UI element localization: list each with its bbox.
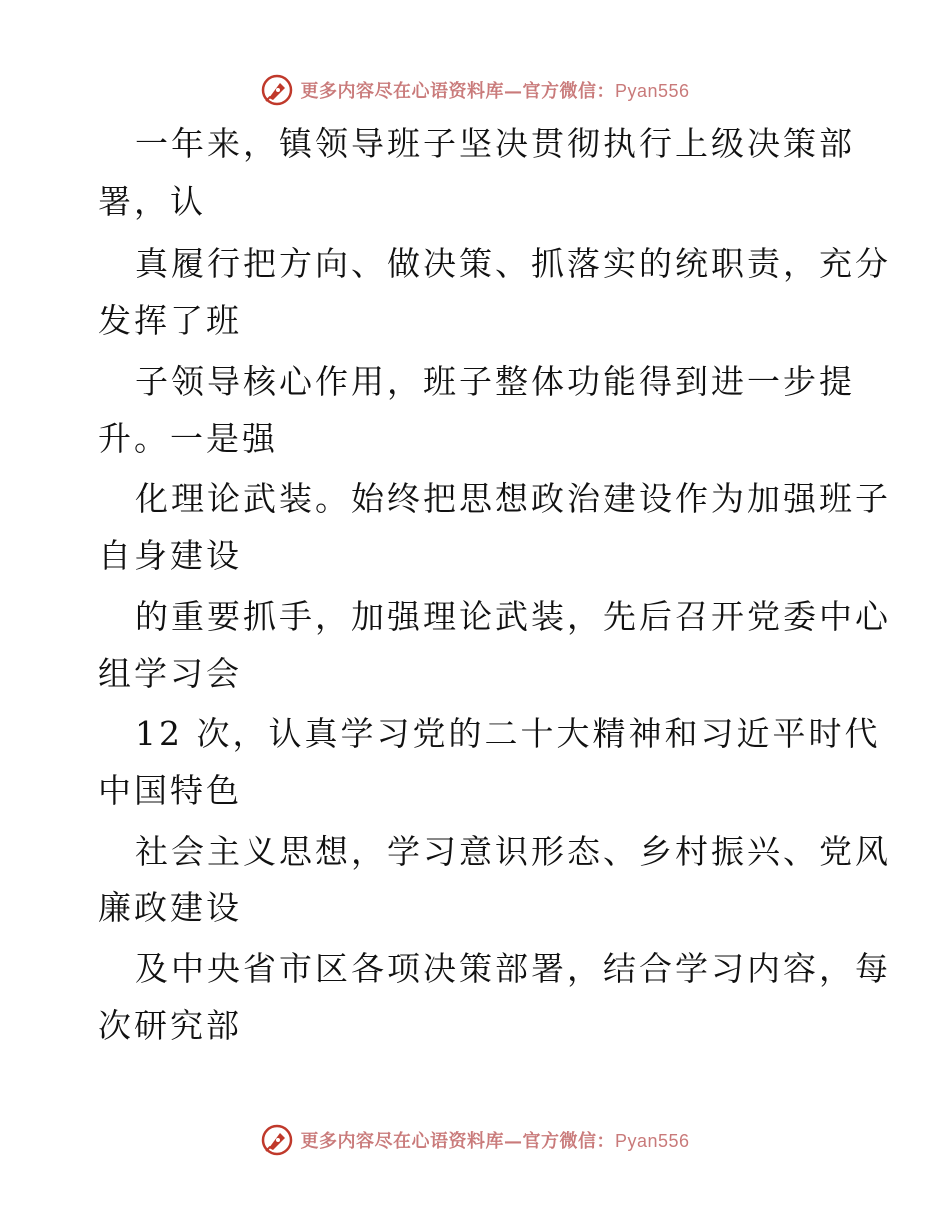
watermark-text <box>300 77 689 103</box>
text-line: 的重要抓手，加强理论武装，先后召开党委中心 <box>135 597 891 636</box>
watermark-text-en: Pyan556 <box>614 1131 690 1151</box>
text-line: 廉政建设 <box>98 888 242 927</box>
watermark-text-en: Pyan556 <box>614 81 690 101</box>
text-line: 升。一是强 <box>98 419 278 458</box>
text-line: 社会主义思想，学习意识形态、乡村振兴、党风 <box>135 832 891 871</box>
text-line: 署，认 <box>98 182 206 221</box>
footer-watermark <box>0 1120 950 1160</box>
text-line: 自身建设 <box>98 536 242 575</box>
pen-nib-logo-icon <box>260 1123 294 1157</box>
watermark-text <box>300 1127 689 1153</box>
text-line: 子领导核心作用，班子整体功能得到进一步提 <box>135 362 855 401</box>
text-line: 组学习会 <box>98 654 242 693</box>
text-line: 次研究部 <box>98 1006 242 1045</box>
watermark-text-cn: 更多内容尽在心语资料库—官方微信： <box>300 1131 615 1152</box>
text-line: 化理论武装。始终把思想政治建设作为加强班子 <box>135 479 891 518</box>
text-line: 12 次，认真学习党的二十大精神和习近平时代 <box>135 714 881 753</box>
watermark-text-cn: 更多内容尽在心语资料库—官方微信： <box>300 81 615 102</box>
text-line: 及中央省市区各项决策部署，结合学习内容，每 <box>135 949 891 988</box>
text-line: 一年来，镇领导班子坚决贯彻执行上级决策部 <box>135 124 855 163</box>
header-watermark <box>0 70 950 110</box>
text-line: 发挥了班 <box>98 301 242 340</box>
text-line: 真履行把方向、做决策、抓落实的统职责，充分 <box>135 244 891 283</box>
text-line: 中国特色 <box>98 771 242 810</box>
pen-nib-logo-icon <box>260 73 294 107</box>
